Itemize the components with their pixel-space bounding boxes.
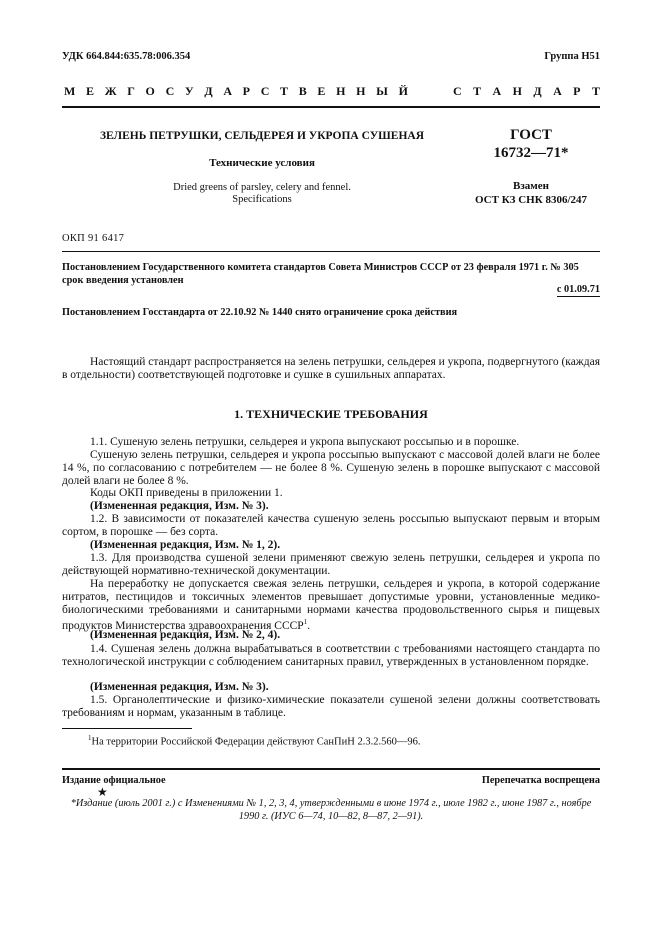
banner-letter: М <box>64 84 76 98</box>
decree-effective-date: с 01.09.71 <box>556 284 600 295</box>
header-rule <box>62 106 600 108</box>
banner-letter: Н <box>336 84 346 98</box>
clause-1-1-moisture <box>62 449 600 487</box>
banner-letter: Р <box>242 84 251 98</box>
footnote-divider <box>62 728 192 729</box>
okp-code: ОКП 91 6417 <box>62 233 125 244</box>
intro-paragraph <box>62 356 600 382</box>
footnote-text: На территории Российской Федерации действуют СанПиН 2.3.2.560—96. <box>91 736 421 748</box>
amendment-note-3 <box>62 629 600 642</box>
banner-letter: Д <box>204 84 213 98</box>
banner-letter: Ы <box>376 84 388 98</box>
clause-1-1 <box>62 436 600 449</box>
footnote <box>88 734 420 748</box>
amendment-note-3-text: (Измененная редакция, Изм. № 2, 4). <box>90 629 281 641</box>
replaces-label: Взамен <box>513 180 549 192</box>
banner-letter: Г <box>127 84 135 98</box>
english-subtitle: Specifications <box>232 194 292 205</box>
banner-word-1 <box>64 84 408 99</box>
clause-1-1-okp-text: Коды ОКП приведены в приложении 1. <box>90 487 283 499</box>
banner-letter: Т <box>591 84 600 98</box>
banner-letter: А <box>223 84 232 98</box>
okp-rule <box>62 251 600 252</box>
reprint-prohibited: Перепечатка воспрещена <box>481 775 600 786</box>
section-1-title: 1. ТЕХНИЧЕСКИЕ ТРЕБОВАНИЯ <box>234 407 428 421</box>
banner-letter: С <box>165 84 175 98</box>
amendment-note-2-text: (Измененная редакция, Изм. № 1, 2). <box>90 539 281 551</box>
clause-1-1-moisture-text: Сушеную зелень петрушки, сельдерея и укропа россыпью выпускают с массовой долей влаги не более 14 %, по согласованию с потребителем — не более 8 %. Сушеную зелень в порошке выпускают с массовой долей влаги не более 8 %. <box>62 449 600 487</box>
gost-label: ГОСТ <box>510 127 552 143</box>
banner-letter: С <box>453 84 462 98</box>
banner-letter: О <box>145 84 155 98</box>
udk-code: УДК 664.844:635.78:006.354 <box>62 51 191 62</box>
amendment-note-2 <box>62 539 600 552</box>
clause-1-2-text: 1.2. В зависимости от показателей качества сушеную зелень россыпью выпускают первым и вторым сортом, в порошке — без сорта. <box>62 513 600 538</box>
star-mark: ★ <box>97 785 108 799</box>
clause-1-5 <box>62 694 600 720</box>
banner-letter: Р <box>573 84 581 98</box>
amendment-note-1 <box>62 500 600 513</box>
group-code: Группа Н51 <box>544 51 600 62</box>
amendment-note-1-text: (Измененная редакция, Изм. № 3). <box>90 500 269 512</box>
clause-1-4 <box>62 643 600 669</box>
banner-letter: Й <box>398 84 408 98</box>
clause-1-3-restrictions <box>62 578 600 633</box>
document-title: ЗЕЛЕНЬ ПЕТРУШКИ, СЕЛЬДЕРЕЯ И УКРОПА СУШЕНАЯ <box>99 130 425 142</box>
banner-letter: Е <box>86 84 95 98</box>
banner-letter: С <box>260 84 270 98</box>
banner-letter: Ж <box>104 84 117 98</box>
decree-term-removal: Постановлением Госстандарта от 22.10.92 № 1440 снято ограничение срока действия <box>62 307 458 318</box>
clause-1-3 <box>62 552 600 578</box>
banner-letter: Т <box>280 84 289 98</box>
official-edition: Издание официальное <box>62 775 166 786</box>
clause-1-3-restrictions-text: На переработку не допускается свежая зелень петрушки, сельдерея и укропа, в которой содержание нитратов, пестицидов и токсичных элементов превышает допустимые уровни, установленные медико-биологическими требованиями и санитарными нормами качества продовольственного сырья и пищевых продуктов Министерства здравоохранения СССР <box>62 578 600 633</box>
banner-letter: В <box>298 84 307 98</box>
clause-1-3-end: . <box>307 620 311 633</box>
banner-word-2 <box>453 84 600 99</box>
document-subtitle: Технические условия <box>209 157 315 169</box>
clause-1-1-text: 1.1. Сушеную зелень петрушки, сельдерея и укропа выпускают россыпью и в порошке. <box>90 436 520 448</box>
clause-1-4-text: 1.4. Сушеная зелень должна вырабатываться в соответствии с требованиями настоящего стандарта по технологической инструкции с соблюдением санитарных правил, утвержденных в установленном порядке. <box>62 643 600 668</box>
gost-number: 16732—71* <box>493 145 569 161</box>
intro-text: Настоящий стандарт распространяется на зелень петрушки, сельдерея и укропа, подвергнутого (каждая в отдельности) соответствующей подготовке и сушке в сушильных аппаратах. <box>62 356 600 381</box>
decree-introduction: Постановлением Государственного комитета стандартов Совета Министров СССР от 23 февраля 1971 г. № 305 срок введения установлен <box>62 262 579 286</box>
banner-letter: Е <box>317 84 326 98</box>
banner-letter: Н <box>356 84 366 98</box>
banner-letter: Т <box>473 84 482 98</box>
banner-letter: Н <box>512 84 522 98</box>
clause-1-1-okp <box>62 487 600 500</box>
replaces-value: ОСТ КЗ СНК 8306/247 <box>474 194 588 206</box>
clause-1-3-text: 1.3. Для производства сушеной зелени применяют свежую зелень петрушки, сельдерея и укропа по действующей нормативно-технической документации. <box>62 552 600 577</box>
clause-1-5-text: 1.5. Органолептические и физико-химические показатели сушеной зелени должны соответствовать требованиям и нормам, указанным в таблице. <box>62 694 600 719</box>
amendment-note-4 <box>62 681 600 694</box>
footer-rule <box>62 768 600 770</box>
banner-letter: А <box>553 84 562 98</box>
banner-letter: У <box>184 84 194 98</box>
banner-letter: А <box>492 84 502 98</box>
amendment-note-4-text: (Измененная редакция, Изм. № 3). <box>90 681 269 693</box>
edition-note: *Издание (июль 2001 г.) с Изменениями № 1, 2, 3, 4, утвержденными в июне 1974 г., июле 1982 г., июне 1987 г., ноябре 1990 г. (ИУС 6—74, 10—82, 8—87, 2—91). <box>70 798 592 822</box>
banner-letter: Д <box>533 84 542 98</box>
english-title: Dried greens of parsley, celery and fennel. <box>173 182 351 193</box>
clause-1-2 <box>62 513 600 539</box>
footnote-reference: 1 <box>303 618 308 627</box>
footnote-mark: 1 <box>88 734 92 742</box>
standard-banner <box>64 84 600 99</box>
